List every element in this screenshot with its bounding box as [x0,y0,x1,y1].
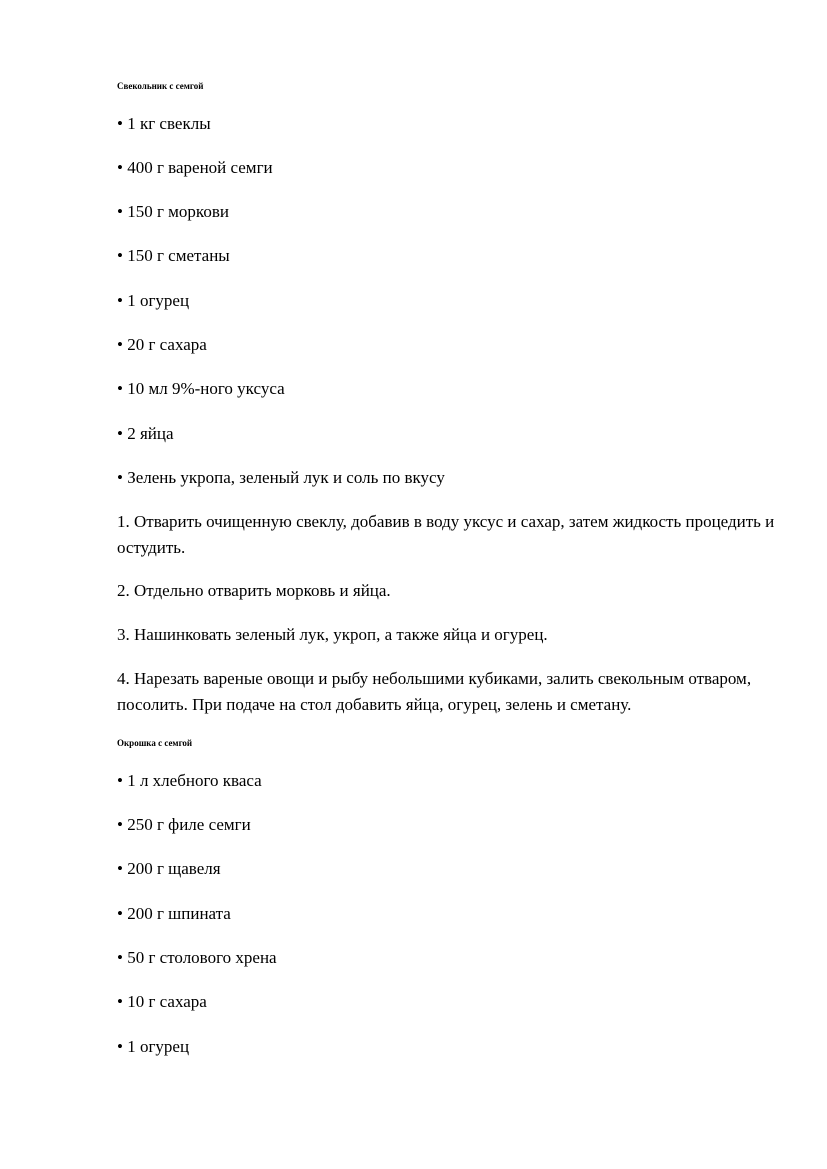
recipe-step: 1. Отварить очищенную свеклу, добавив в воду уксус и сахар, затем жидкость процедить и остудить. [117,512,775,557]
ingredient-item: • 1 огурец [117,291,190,310]
ingredient-item: • 10 г сахара [117,992,207,1011]
ingredient-item: • 250 г филе семги [117,815,251,834]
recipe-step: 4. Нарезать вареные овощи и рыбу небольшими кубиками, залить свекольным отваром, посолить. При подаче на стол добавить яйца, огурец, зелень и сметану. [117,669,752,714]
recipe-title: Окрошка с семгой [117,738,193,748]
ingredient-item: • Зелень укропа, зеленый лук и соль по вкусу [117,468,445,487]
recipe-step: 2. Отдельно отварить морковь и яйца. [117,581,391,600]
ingredient-item: • 20 г сахара [117,335,207,354]
ingredient-item: • 2 яйца [117,424,174,443]
ingredient-item: • 10 мл 9%-ного уксуса [117,379,285,398]
ingredient-item: • 50 г столового хрена [117,948,277,967]
ingredient-item: • 200 г шпината [117,904,231,923]
ingredient-item: • 1 л хлебного кваса [117,771,262,790]
ingredient-item: • 1 огурец [117,1037,190,1056]
ingredient-item: • 400 г вареной семги [117,158,273,177]
ingredient-item: • 150 г сметаны [117,246,230,265]
ingredient-item: • 200 г щавеля [117,859,221,878]
ingredient-item: • 150 г моркови [117,202,229,221]
ingredient-item: • 1 кг свеклы [117,114,211,133]
recipe-step: 3. Нашинковать зеленый лук, укроп, а также яйца и огурец. [117,625,548,644]
recipe-title: Свекольник с семгой [117,81,204,91]
